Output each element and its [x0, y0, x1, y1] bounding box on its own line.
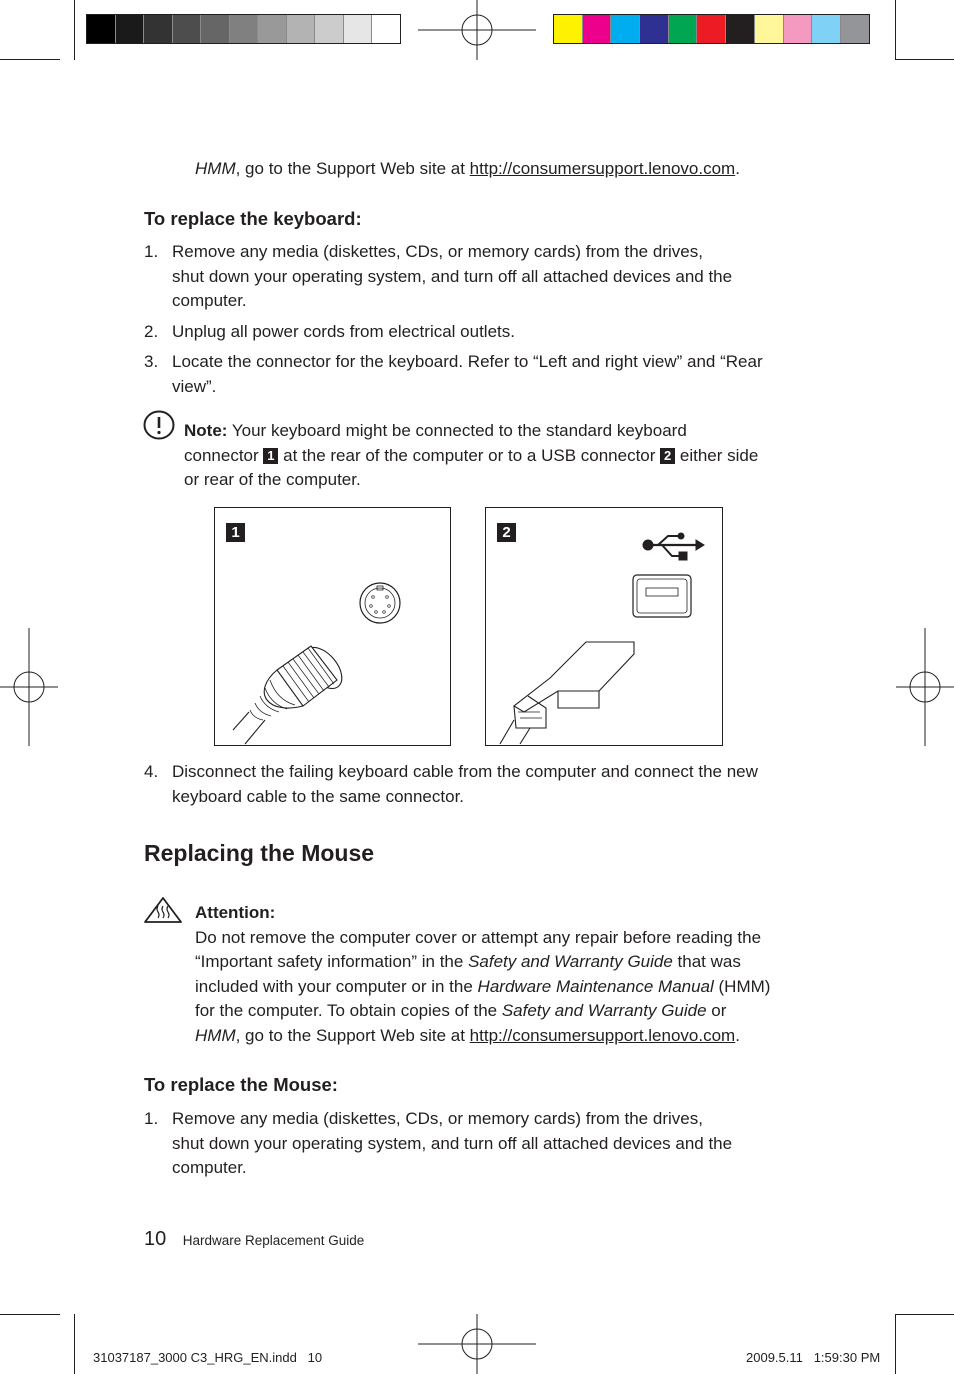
attention-text: for the computer. To obtain copies of the	[195, 1001, 502, 1021]
attention-text: , go to the Support Web site at	[235, 1025, 470, 1045]
step-text: Remove any media (diskettes, CDs, or memory cards) from the drives,	[172, 242, 703, 261]
slug-timestamp: 2009.5.11 1:59:30 PM	[746, 1350, 881, 1365]
color-swatch	[610, 15, 639, 43]
page-number: 10	[144, 1228, 167, 1250]
step-text: Locate the connector for the keyboard. Refer to “Left and right view” and “Rear	[172, 352, 763, 371]
color-swatch	[554, 15, 582, 43]
attention-italic: HMM	[195, 1025, 236, 1045]
guide-title: Hardware Replacement Guide	[182, 1233, 365, 1248]
figure-badge-1: 1	[226, 523, 245, 542]
note-icon	[143, 410, 175, 440]
step-number: 1.	[144, 1109, 159, 1128]
keyboard-step-1	[144, 240, 732, 314]
page-footer	[144, 1228, 364, 1251]
step-number: 2.	[144, 322, 159, 341]
color-swatch	[314, 15, 343, 43]
callout-badge-2: 2	[660, 448, 675, 464]
step-text: Unplug all power cords from electrical outlets.	[172, 322, 515, 341]
attention-italic: Hardware Maintenance Manual	[477, 976, 714, 996]
note-text: at the rear of the computer or to a USB connector	[278, 445, 661, 465]
color-swatch	[811, 15, 840, 43]
color-swatch	[343, 15, 372, 43]
registration-mark-top	[418, 0, 536, 62]
color-swatch	[257, 15, 286, 43]
attention-text: .	[735, 1025, 740, 1045]
attention-text: Do not remove the computer cover or attempt any repair before reading the	[195, 927, 762, 947]
registration-mark-left	[0, 628, 60, 746]
keyboard-step-3	[144, 350, 763, 399]
note-text: or rear of the computer.	[184, 470, 361, 490]
attention-text: that was	[672, 952, 741, 972]
registration-mark-bottom	[418, 1314, 536, 1374]
step-text: Disconnect the failing keyboard cable from the computer and connect the new	[172, 762, 758, 781]
intro-period: .	[735, 159, 740, 178]
color-swatch	[200, 15, 229, 43]
step-number: 3.	[144, 352, 159, 371]
note-text: connector	[184, 445, 264, 465]
hmm-abbrev: HMM	[195, 159, 236, 178]
support-link[interactable]: http://consumersupport.lenovo.com	[469, 1025, 736, 1045]
step-text: computer.	[172, 291, 247, 311]
attention-text: (HMM)	[713, 976, 771, 996]
usb-connector-illustration	[486, 508, 722, 745]
attention-italic: Safety and Warranty Guide	[501, 1001, 707, 1021]
color-swatch	[115, 15, 144, 43]
ps2-connector-illustration	[215, 508, 450, 745]
keyboard-heading: To replace the keyboard:	[144, 208, 362, 229]
callout-badge-1: 1	[263, 448, 278, 464]
color-swatch	[783, 15, 812, 43]
note-text: Your keyboard might be connected to the standard keyboard	[227, 421, 687, 440]
registration-mark-right	[896, 628, 954, 746]
color-swatch	[668, 15, 697, 43]
step-text: Remove any media (diskettes, CDs, or memory cards) from the drives,	[172, 1109, 703, 1128]
color-swatch	[172, 15, 201, 43]
figure-usb-connector	[485, 507, 723, 746]
intro-line	[195, 157, 740, 182]
step-number: 1.	[144, 242, 159, 261]
note-text: either side	[675, 445, 759, 465]
color-swatch	[582, 15, 611, 43]
color-swatch	[229, 15, 258, 43]
color-swatch	[286, 15, 315, 43]
step-text: keyboard cable to the same connector.	[172, 786, 465, 806]
intro-text: , go to the Support Web site at	[235, 159, 470, 178]
step-text: shut down your operating system, and turn off all attached devices and the	[172, 266, 733, 286]
support-link[interactable]: http://consumersupport.lenovo.com	[469, 159, 736, 178]
hot-surface-warning-icon	[143, 896, 183, 924]
attention-text: “Important safety information” in the	[195, 952, 469, 972]
color-swatch	[725, 15, 754, 43]
color-swatch	[87, 15, 115, 43]
attention-label: Attention:	[195, 903, 276, 922]
figure-badge-2: 2	[497, 523, 516, 542]
attention-text: included with your computer or in the	[195, 976, 478, 996]
process-color-bar	[553, 14, 870, 44]
color-swatch	[639, 15, 668, 43]
figure-ps2-connector	[214, 507, 451, 746]
attention-block	[195, 901, 770, 1049]
mouse-step-1	[144, 1107, 732, 1181]
color-swatch	[754, 15, 783, 43]
keyboard-step-2	[144, 320, 515, 345]
color-swatch	[840, 15, 869, 43]
usb-icon	[643, 533, 704, 560]
step-text: shut down your operating system, and turn off all attached devices and the	[172, 1133, 733, 1153]
keyboard-note	[184, 419, 758, 493]
mouse-heading: To replace the Mouse:	[144, 1074, 338, 1095]
step-text: view”.	[172, 376, 217, 396]
keyboard-step-4	[144, 760, 758, 809]
step-number: 4.	[144, 762, 159, 781]
color-swatch	[371, 15, 400, 43]
note-label: Note:	[184, 421, 228, 440]
step-text: computer.	[172, 1158, 247, 1178]
color-swatch	[143, 15, 172, 43]
color-swatch	[696, 15, 725, 43]
section-title: Replacing the Mouse	[144, 840, 375, 866]
gray-color-bar	[86, 14, 401, 44]
attention-italic: Safety and Warranty Guide	[468, 952, 673, 972]
attention-text: or	[706, 1001, 727, 1021]
slug-filename: 31037187_3000 C3_HRG_EN.indd 10	[93, 1350, 323, 1365]
